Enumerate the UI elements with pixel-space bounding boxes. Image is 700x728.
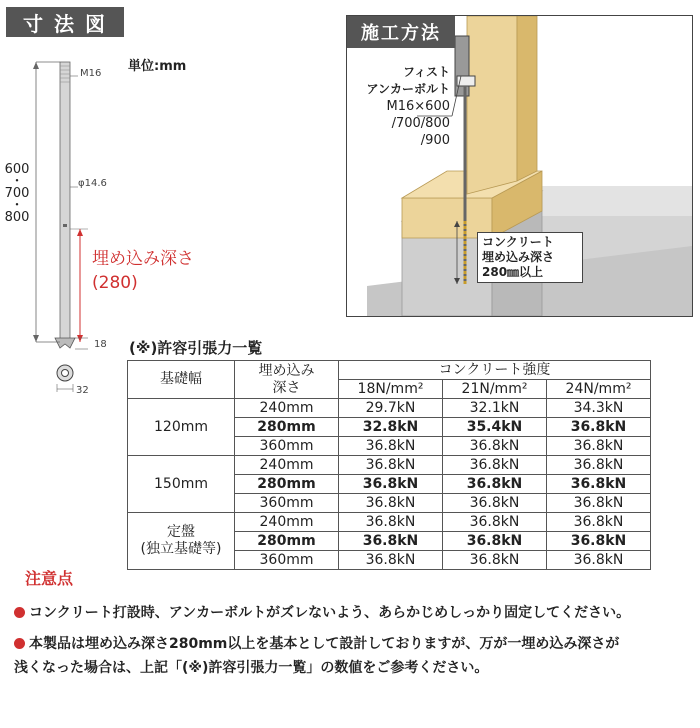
header-depth-line-2: 深さ: [272, 379, 301, 396]
value-cell: 32.1kN: [443, 399, 547, 418]
value-cell: 36.8kN: [547, 437, 651, 456]
installation-header: [347, 16, 455, 48]
thread-label: M16: [80, 68, 102, 79]
table-title: (※)許容引張力一覧: [129, 339, 263, 357]
caution-item-1: [14, 602, 630, 622]
table-row: [128, 513, 651, 532]
dimensions-header: [6, 7, 124, 37]
bullet-icon: [14, 607, 25, 618]
installation-header-text: 施工方法: [361, 23, 441, 44]
value-cell: 32.8kN: [339, 418, 443, 437]
value-cell: 36.8kN: [339, 475, 443, 494]
concrete-line-1: コンクリート: [482, 235, 554, 249]
caution-item-2-line-2: 浅くなった場合は、上記「(※)許容引張力一覧」の数値をご参考ください。: [14, 660, 489, 676]
caution-item-2: [14, 632, 619, 680]
caution-title: 注意点: [25, 569, 74, 588]
depth-cell: 280mm: [235, 475, 339, 494]
group-name: [128, 513, 235, 570]
bolt-line-3: M16×600: [386, 99, 450, 114]
header-strength-21: 21N/mm²: [443, 380, 547, 399]
caution-item-1-text: コンクリート打設時、アンカーボルトがズレないよう、あらかじめしっかり固定してください。: [29, 605, 631, 621]
header-base-width: 基礎幅: [128, 361, 235, 399]
value-cell: 36.8kN: [547, 418, 651, 437]
length-line-2: ・: [10, 174, 24, 189]
value-cell: 36.8kN: [339, 456, 443, 475]
value-cell: 36.8kN: [443, 532, 547, 551]
value-cell: 36.8kN: [339, 437, 443, 456]
value-cell: 36.8kN: [443, 437, 547, 456]
depth-cell: 280mm: [235, 418, 339, 437]
depth-cell: 360mm: [235, 494, 339, 513]
concrete-line-3: 280㎜以上: [482, 265, 544, 279]
installation-panel: [346, 15, 693, 317]
group-name: 150mm: [128, 456, 235, 513]
base-width-label: 32: [76, 385, 89, 396]
diameter-label: φ14.6: [78, 178, 107, 189]
length-line-3: 700: [4, 186, 30, 201]
embed-depth-label: [92, 247, 194, 295]
value-cell: 36.8kN: [547, 475, 651, 494]
value-cell: 36.8kN: [443, 475, 547, 494]
caution-item-2-line-1: 本製品は埋め込み深さ280mm以上を基本として設計しておりますが、万が一埋め込み深さが: [29, 636, 620, 652]
depth-cell: 240mm: [235, 399, 339, 418]
header-strength-18: 18N/mm²: [339, 380, 443, 399]
value-cell: 36.8kN: [339, 494, 443, 513]
value-cell: 36.8kN: [547, 456, 651, 475]
bolt-line-1: フィスト: [402, 65, 450, 79]
header-strength-24: 24N/mm²: [547, 380, 651, 399]
value-cell: 35.4kN: [443, 418, 547, 437]
anchor-bolt-callout: [352, 64, 450, 149]
value-cell: 36.8kN: [547, 532, 651, 551]
value-cell: 36.8kN: [547, 494, 651, 513]
table-row: [128, 399, 651, 418]
header-embed-depth: [235, 361, 339, 399]
value-cell: 29.7kN: [339, 399, 443, 418]
value-cell: 36.8kN: [443, 494, 547, 513]
length-label: [3, 164, 31, 224]
bolt-line-5: /900: [420, 133, 450, 148]
value-cell: 36.8kN: [443, 551, 547, 570]
bolt-line-2: アンカーボルト: [366, 82, 450, 96]
concrete-line-2: 埋め込み深さ: [482, 250, 555, 264]
value-cell: 36.8kN: [339, 532, 443, 551]
header-depth-line-1: 埋め込み: [258, 362, 315, 379]
value-cell: 36.8kN: [547, 551, 651, 570]
bolt-line-4: /700/800: [391, 116, 450, 131]
length-line-4: ・: [10, 198, 24, 213]
group-name-line-2: (独立基礎等): [140, 541, 222, 557]
group-name-line-1: 定盤: [167, 524, 195, 540]
dimensions-header-text: 寸 法 図: [23, 11, 107, 36]
bullet-icon: [14, 638, 25, 649]
value-cell: 36.8kN: [339, 551, 443, 570]
tip-length-label: 18: [94, 339, 107, 350]
concrete-depth-callout: [477, 232, 583, 283]
unit-label: 単位:mm: [128, 59, 187, 74]
length-line-5: 800: [4, 210, 30, 225]
value-cell: 34.3kN: [547, 399, 651, 418]
header-concrete-strength: コンクリート強度: [339, 361, 651, 380]
value-cell: 36.8kN: [339, 513, 443, 532]
depth-cell: 240mm: [235, 513, 339, 532]
value-cell: 36.8kN: [443, 456, 547, 475]
allowable-tension-table: [127, 360, 651, 570]
depth-cell: 360mm: [235, 437, 339, 456]
depth-cell: 360mm: [235, 551, 339, 570]
value-cell: 36.8kN: [547, 513, 651, 532]
embed-depth-value: (280): [92, 273, 138, 293]
value-cell: 36.8kN: [443, 513, 547, 532]
depth-cell: 240mm: [235, 456, 339, 475]
embed-depth-text: 埋め込み深さ: [92, 249, 194, 269]
group-name: 120mm: [128, 399, 235, 456]
length-line-1: 600: [4, 162, 30, 177]
depth-cell: 280mm: [235, 532, 339, 551]
table-row: [128, 456, 651, 475]
